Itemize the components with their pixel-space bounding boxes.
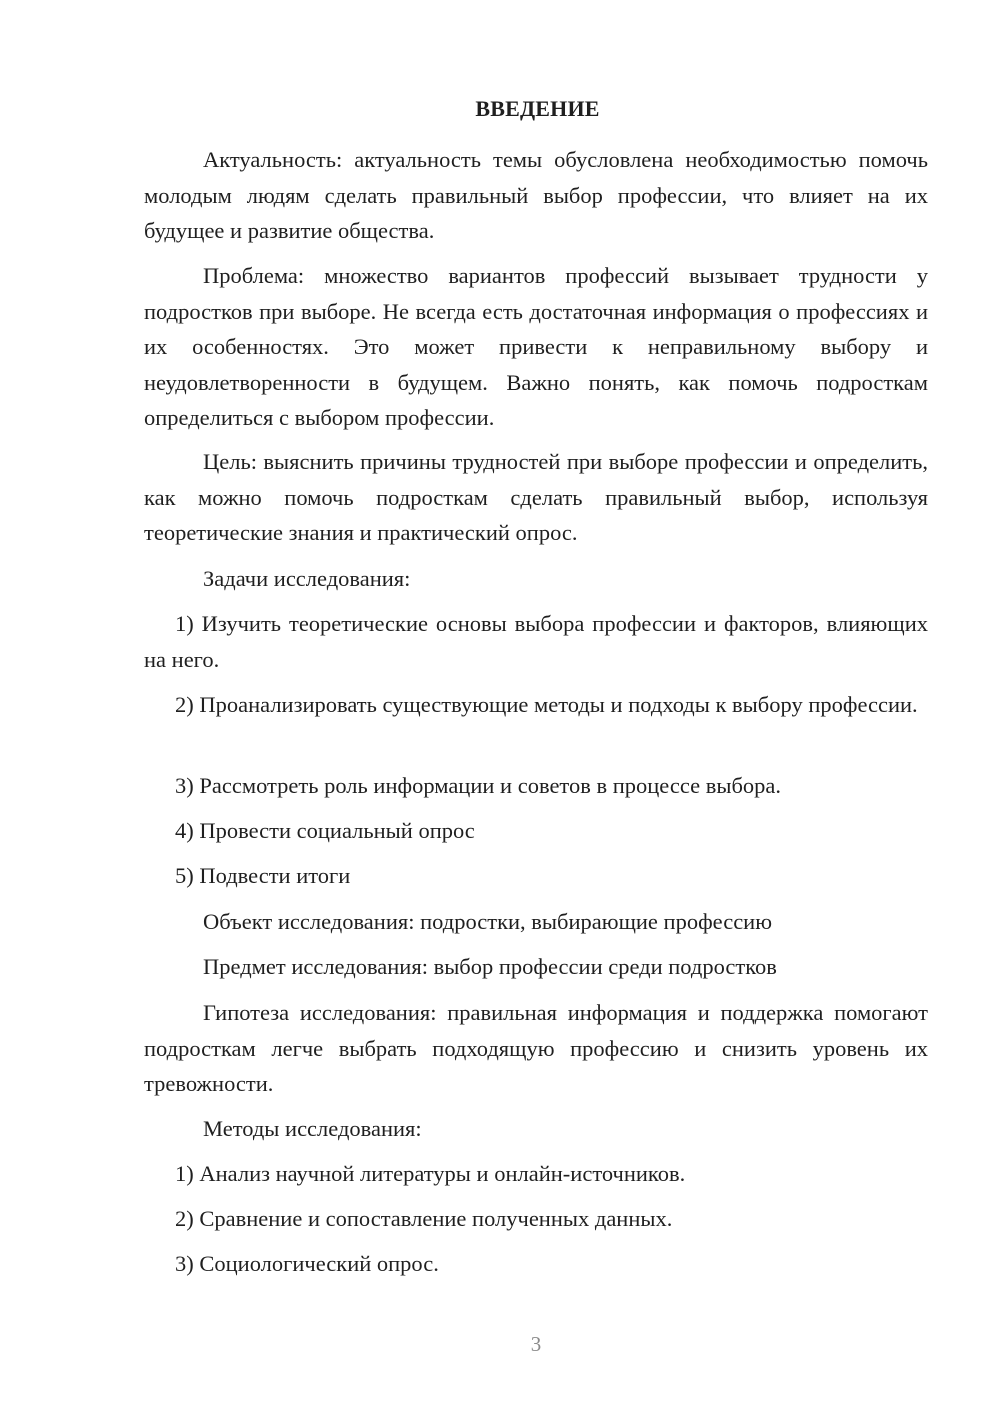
task-item-1: 1) Изучить теоретические основы выбора профессии и факторов, влияющих на него. [144,611,928,672]
task-item-5: 5) Подвести итоги [175,863,351,888]
method-item-2: 2) Сравнение и сопоставление полученных данных. [175,1206,673,1231]
page-title: ВВЕДЕНИЕ [475,96,600,121]
tasks-heading: Задачи исследования: [203,566,411,591]
method-item-3: 3) Социологический опрос. [175,1251,439,1276]
research-subject: Предмет исследования: выбор профессии среди подростков [203,954,777,979]
task-item-4: 4) Провести социальный опрос [175,818,475,843]
paragraph-relevance: Актуальность: актуальность темы обусловлена необходимостью помочь молодым людям сделать правильный выбор профессии, что влияет на их будущее и развитие общества. [144,147,928,243]
task-item-2: 2) Проанализировать существующие методы и подходы к выбору профессии. [175,692,918,717]
research-object: Объект исследования: подростки, выбирающие профессию [203,909,773,934]
paragraph-hypothesis: Гипотеза исследования: правильная информация и поддержка помогают подросткам легче выбрать подходящую профессию и снизить уровень их тревожности. [144,1000,928,1096]
method-item-1: 1) Анализ научной литературы и онлайн-источников. [175,1161,686,1186]
page-number: 3 [530,1332,542,1356]
methods-heading: Методы исследования: [203,1116,422,1141]
paragraph-goal: Цель: выяснить причины трудностей при выборе профессии и определить, как можно помочь подросткам сделать правильный выбор, используя теоретические знания и практический опрос. [144,449,928,545]
paragraph-problem: Проблема: множество вариантов профессий вызывает трудности у подростков при выборе. Не всегда есть достаточная информация о профессиях и их особенностях. Это может привести к неправильному выбору и неудовлетворенности в будущем. Важно понять, как помочь подросткам определиться с выбором профессии. [144,263,928,430]
task-item-3: 3) Рассмотреть роль информации и советов в процессе выбора. [175,773,782,798]
